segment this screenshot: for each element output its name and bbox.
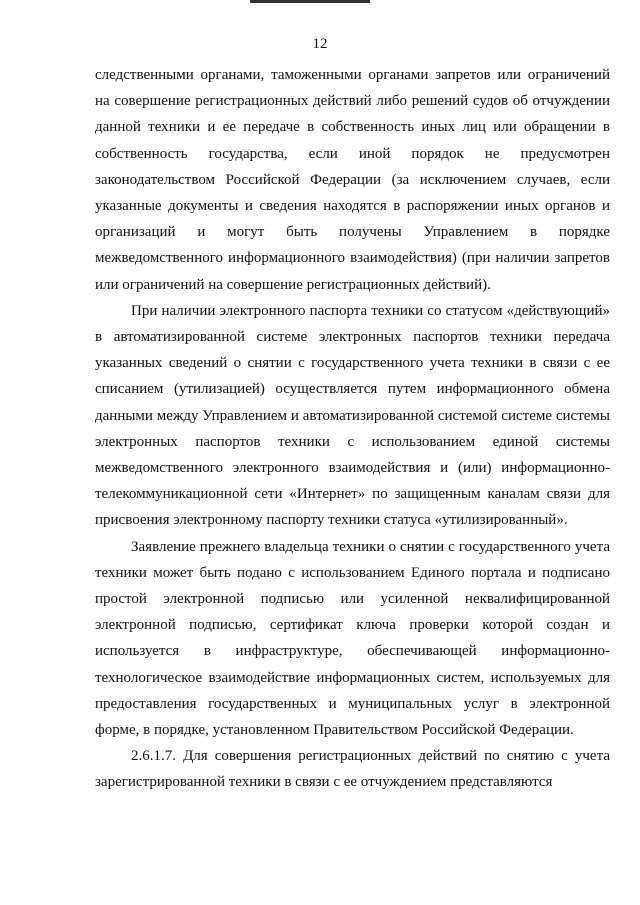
document-body [95, 62, 610, 796]
page-number: 12 [312, 36, 328, 52]
paragraph-continued: следственными органами, таможенными органами запретов или ограничений на совершение регистрационных действий либо решений судов об отчуждении данной техники и ее передаче в собственность иных лиц или обращении в собственность государства, если иной порядок не предусмотрен законодательством Российской Федерации (за исключением случаев, если указанные документы и сведения находятся в распоряжении иных органов и организаций и могут быть получены Управлением в порядке межведомственного информационного взаимодействия) (при наличии запретов или ограничений на совершение регистрационных действий). [95, 67, 610, 293]
paragraph-electronic-passport: При наличии электронного паспорта техники со статусом «действующий» в автоматизированной системе электронных паспортов техники передача указанных сведений о снятии с государственного учета техники в связи с ее списанием (утилизацией) осуществляется путем информационного обмена данными между Управлением и автоматизированной системой системе системы электронных паспортов техники с использованием единой системы межведомственного электронного взаимодействия и (или) информационно-телекоммуникационной сети «Интернет» по защищенным каналам связи для присвоения электронному паспорту техники статуса «утилизированный». [95, 302, 610, 529]
scan-edge-mark [250, 0, 370, 3]
paragraph-application: Заявление прежнего владельца техники о снятии с государственного учета техники может быть подано с использованием Единого портала и подписано простой электронной подписью или усиленной неквалифицированной электронной подписью, сертификат ключа проверки которой создан и используется в инфраструктуре, обеспечивающей информационно-технологическое взаимодействие информационных систем, используемых для предоставления государственных и муниципальных услуг в электронной форме, в порядке, установленном Правительством Российской Федерации. [95, 538, 610, 739]
paragraph-section-2-6-1-7: 2.6.1.7. Для совершения регистрационных действий по снятию с учета зарегистрированной техники в связи с ее отчуждением представляются [95, 748, 610, 791]
